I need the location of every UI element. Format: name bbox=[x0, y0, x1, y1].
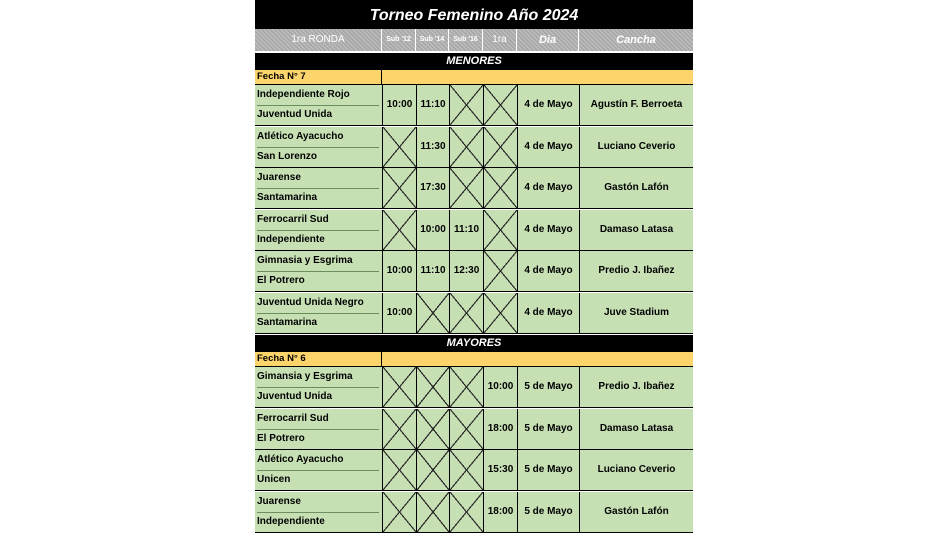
empty-time-cell bbox=[382, 210, 416, 250]
match-venue: Gastón Lafón bbox=[579, 168, 693, 208]
header-dia: Dia bbox=[517, 29, 579, 51]
match-row bbox=[255, 409, 693, 450]
away-team: El Potrero bbox=[257, 432, 305, 444]
home-team: Atlético Ayacucho bbox=[257, 450, 379, 471]
time-cell: 11:10 bbox=[416, 85, 449, 125]
match-day: 4 de Mayo bbox=[517, 293, 579, 333]
home-team: Gimnasia y Esgrima bbox=[257, 251, 379, 272]
match-venue: Predio J. Ibañez bbox=[579, 251, 693, 291]
time-cell: 10:00 bbox=[382, 293, 416, 333]
match-day: 5 de Mayo bbox=[517, 492, 579, 532]
empty-time-cell bbox=[416, 492, 449, 532]
match-venue: Damaso Latasa bbox=[579, 210, 693, 250]
home-team: Independiente Rojo bbox=[257, 85, 379, 106]
home-team: Ferrocarril Sud bbox=[257, 210, 379, 231]
fecha-label: Fecha N° 6 bbox=[257, 353, 306, 364]
empty-time-cell bbox=[382, 367, 416, 407]
match-row bbox=[255, 210, 693, 251]
home-team: Juventud Unida Negro bbox=[257, 293, 379, 314]
home-team: Gimansia y Esgrima bbox=[257, 367, 379, 388]
page-title: Torneo Femenino Año 2024 bbox=[255, 0, 693, 29]
header-ronda: 1ra RONDA bbox=[255, 29, 382, 51]
away-team: Juventud Unida bbox=[257, 109, 333, 120]
empty-time-cell bbox=[483, 127, 517, 167]
section-title: MENORES bbox=[255, 53, 693, 69]
empty-time-cell bbox=[382, 168, 416, 208]
fixture-sheet bbox=[255, 0, 693, 533]
header-primera: 1ra bbox=[483, 29, 517, 51]
empty-time-cell bbox=[449, 409, 483, 449]
empty-time-cell bbox=[416, 409, 449, 449]
fecha-divider bbox=[381, 352, 382, 366]
away-team: Juventud Unida bbox=[257, 391, 333, 402]
away-team: San Lorenzo bbox=[257, 150, 318, 162]
time-cell: 17:30 bbox=[416, 168, 449, 208]
match-venue: Gastón Lafón bbox=[579, 492, 693, 532]
match-row bbox=[255, 450, 693, 491]
fecha-label: Fecha N° 7 bbox=[257, 71, 306, 82]
away-team: Santamarina bbox=[257, 316, 318, 328]
time-cell: 10:00 bbox=[382, 85, 416, 125]
empty-time-cell bbox=[449, 492, 483, 532]
header-sub14: Sub '14 bbox=[416, 29, 449, 51]
header-sub12: Sub '12 bbox=[382, 29, 416, 51]
header-sub16: Sub '16 bbox=[449, 29, 483, 51]
empty-time-cell bbox=[483, 293, 517, 333]
empty-time-cell bbox=[449, 168, 483, 208]
empty-time-cell bbox=[483, 168, 517, 208]
time-cell: 11:10 bbox=[449, 210, 483, 250]
time-cell: 10:00 bbox=[382, 251, 416, 291]
match-row bbox=[255, 127, 693, 168]
empty-time-cell bbox=[449, 85, 483, 125]
home-team: Juarense bbox=[257, 492, 379, 513]
header-cancha: Cancha bbox=[616, 34, 656, 46]
time-cell: 18:00 bbox=[483, 409, 517, 449]
match-venue: Agustín F. Berroeta bbox=[579, 85, 693, 125]
fecha-row bbox=[255, 69, 693, 85]
match-row bbox=[255, 85, 693, 126]
match-day: 5 de Mayo bbox=[517, 409, 579, 449]
empty-time-cell bbox=[382, 409, 416, 449]
time-cell: 10:00 bbox=[483, 367, 517, 407]
match-row bbox=[255, 251, 693, 292]
empty-time-cell bbox=[416, 367, 449, 407]
away-team: Unicen bbox=[257, 474, 291, 485]
time-cell: 10:00 bbox=[416, 210, 449, 250]
empty-time-cell bbox=[449, 127, 483, 167]
away-team: Independiente bbox=[257, 515, 325, 527]
away-team: Santamarina bbox=[257, 192, 318, 203]
home-team: Ferrocarril Sud bbox=[257, 409, 379, 430]
match-row bbox=[255, 492, 693, 533]
empty-time-cell bbox=[483, 251, 517, 291]
match-day: 5 de Mayo bbox=[517, 367, 579, 407]
match-day: 4 de Mayo bbox=[517, 85, 579, 125]
empty-time-cell bbox=[449, 367, 483, 407]
empty-time-cell bbox=[382, 492, 416, 532]
fecha-divider bbox=[381, 70, 382, 84]
empty-time-cell bbox=[416, 450, 449, 490]
empty-time-cell bbox=[416, 293, 449, 333]
match-venue: Predio J. Ibañez bbox=[579, 367, 693, 407]
match-row bbox=[255, 168, 693, 209]
home-team: Juarense bbox=[257, 168, 379, 189]
time-cell: 18:00 bbox=[483, 492, 517, 532]
time-cell: 11:30 bbox=[416, 127, 449, 167]
empty-time-cell bbox=[483, 85, 517, 125]
section-title: MAYORES bbox=[255, 335, 693, 351]
time-cell: 15:30 bbox=[483, 450, 517, 490]
match-day: 4 de Mayo bbox=[517, 210, 579, 250]
column-header-row bbox=[255, 29, 693, 51]
time-cell: 11:10 bbox=[416, 251, 449, 291]
empty-time-cell bbox=[382, 127, 416, 167]
empty-time-cell bbox=[483, 210, 517, 250]
empty-time-cell bbox=[449, 450, 483, 490]
away-team: Independiente bbox=[257, 233, 325, 245]
match-row bbox=[255, 293, 693, 334]
match-day: 4 de Mayo bbox=[517, 251, 579, 291]
match-venue: Damaso Latasa bbox=[579, 409, 693, 449]
match-day: 4 de Mayo bbox=[517, 168, 579, 208]
match-row bbox=[255, 367, 693, 408]
fecha-row bbox=[255, 351, 693, 367]
empty-time-cell bbox=[449, 293, 483, 333]
match-venue: Luciano Ceverio bbox=[579, 127, 693, 167]
empty-time-cell bbox=[382, 450, 416, 490]
match-venue: Luciano Ceverio bbox=[579, 450, 693, 490]
match-day: 5 de Mayo bbox=[517, 450, 579, 490]
match-day: 4 de Mayo bbox=[517, 127, 579, 167]
away-team: El Potrero bbox=[257, 275, 305, 286]
time-cell: 12:30 bbox=[449, 251, 483, 291]
home-team: Atlético Ayacucho bbox=[257, 127, 379, 148]
match-venue: Juve Stadium bbox=[579, 293, 693, 333]
